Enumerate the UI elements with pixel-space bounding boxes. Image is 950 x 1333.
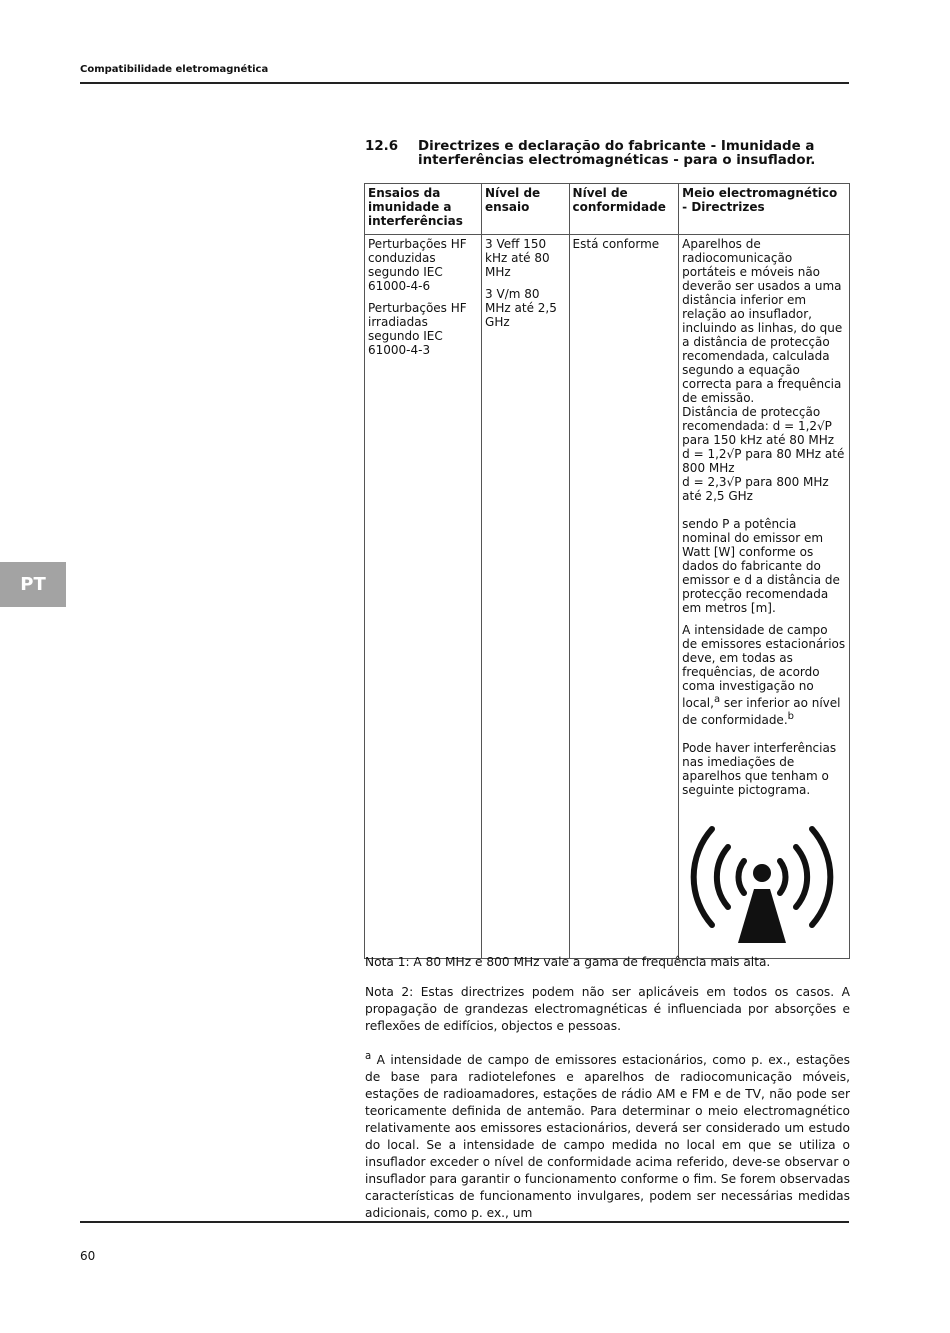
footnote-mark-a: a bbox=[713, 694, 721, 705]
header-guidance: Meio electromagnético - Directrizes bbox=[679, 184, 850, 235]
footnote-a-mark: a bbox=[365, 1051, 372, 1062]
cell-guidance bbox=[679, 235, 850, 959]
header-compliance-level: Nível de conformidade bbox=[569, 184, 679, 235]
test-conducted: Perturbações HF conduzidas segundo IEC 61000-4-6 bbox=[368, 237, 467, 293]
header-rule bbox=[80, 82, 849, 84]
guidance-field-strength: A intensidade de campo de emissores estacionários deve, em todas as frequências, de acordo coma investigação no local,$^a$ ser inferior ao nível de conformidade.$^b$ bbox=[682, 623, 846, 727]
footnote-mark-b: b bbox=[787, 711, 794, 722]
table-row bbox=[365, 235, 850, 959]
guidance-distance-1: Distância de protecção recomendada: d = 1,2√P para 150 kHz até 80 MHz bbox=[682, 405, 835, 447]
header-tests: Ensaios da imunidade a interferências bbox=[365, 184, 482, 235]
non-ionizing-radiation-icon bbox=[682, 813, 846, 956]
footnote-a bbox=[365, 1048, 850, 1222]
immunity-table bbox=[364, 183, 850, 959]
note-2: Nota 2: Estas directrizes podem não ser aplicáveis em todos os casos. A propagação de grandezas electromagnéticas é influenciada por absorções e reflexões de edifícios, objectos e pessoas. bbox=[365, 985, 850, 1033]
footer-rule bbox=[80, 1221, 849, 1223]
footnote-a-text: A intensidade de campo de emissores estacionários, como p. ex., estações de base para radiotelefones e aparelhos de radiocomunicação móveis, estações de radioamadores, estações de rádio AM e FM e de TV, não pode ser teoricamente definida de antemão. Para determinar o meio electromagnético relativamente aos emissores estacionários, deverá ser considerado um estudo do local. Se a intensidade de campo medida no local em que se utiliza o insuflador exceder o nível de conformidade acima referido, deve-se observar o insuflador para garantir o funcionamento conforme o fim. Se forem observadas características de funcionamento invulgares, podem ser necessárias medidas adicionais, como p. ex., um bbox=[365, 1053, 850, 1221]
note-1: Nota 1: A 80 MHz e 800 MHz vale a gama de frequência mais alta. bbox=[365, 955, 771, 969]
cell-compliance: Está conforme bbox=[569, 235, 679, 959]
level-conducted: 3 Veff 150 kHz até 80 MHz bbox=[485, 237, 550, 279]
running-header: Compatibilidade eletromagnética bbox=[80, 64, 269, 75]
level-radiated: 3 V/m 80 MHz até 2,5 GHz bbox=[485, 287, 557, 329]
notes-section bbox=[365, 954, 850, 1235]
table-header-row bbox=[365, 184, 850, 235]
cell-levels bbox=[482, 235, 570, 959]
guidance-intro: Aparelhos de radiocomunicação portáteis e móveis não deverão ser usados a uma distância inferior em relação ao insuflador, incluindo as linhas, do que a distância de protecção recomendada, calculada segundo a equação correcta para a frequência de emissão. bbox=[682, 237, 843, 405]
guidance-pictogram-note: Pode haver interferências nas imediações de aparelhos que tenham o seguinte pictograma. bbox=[682, 741, 837, 797]
test-radiated: Perturbações HF irradiadas segundo IEC 61000-4-3 bbox=[368, 301, 467, 357]
page-number: 60 bbox=[80, 1249, 96, 1263]
guidance-power-definition: sendo P a potência nominal do emissor em Watt [W] conforme os dados do fabricante do emissor e d a distância de protecção recomendada em metros [m]. bbox=[682, 517, 840, 615]
guidance-distance-3: d = 2,3√P para 800 MHz até 2,5 GHz bbox=[682, 475, 829, 503]
guidance-distance-2: d = 1,2√P para 80 MHz até 800 MHz bbox=[682, 447, 845, 475]
section-heading bbox=[365, 140, 855, 168]
section-title: Directrizes e declaração do fabricante - Imunidade a interferências electromagnéticas - para o insuflador. bbox=[418, 139, 816, 168]
header-test-level: Nível de ensaio bbox=[482, 184, 570, 235]
cell-tests bbox=[365, 235, 482, 959]
section-number: 12.6 bbox=[365, 139, 399, 154]
language-tab: PT bbox=[0, 562, 66, 607]
